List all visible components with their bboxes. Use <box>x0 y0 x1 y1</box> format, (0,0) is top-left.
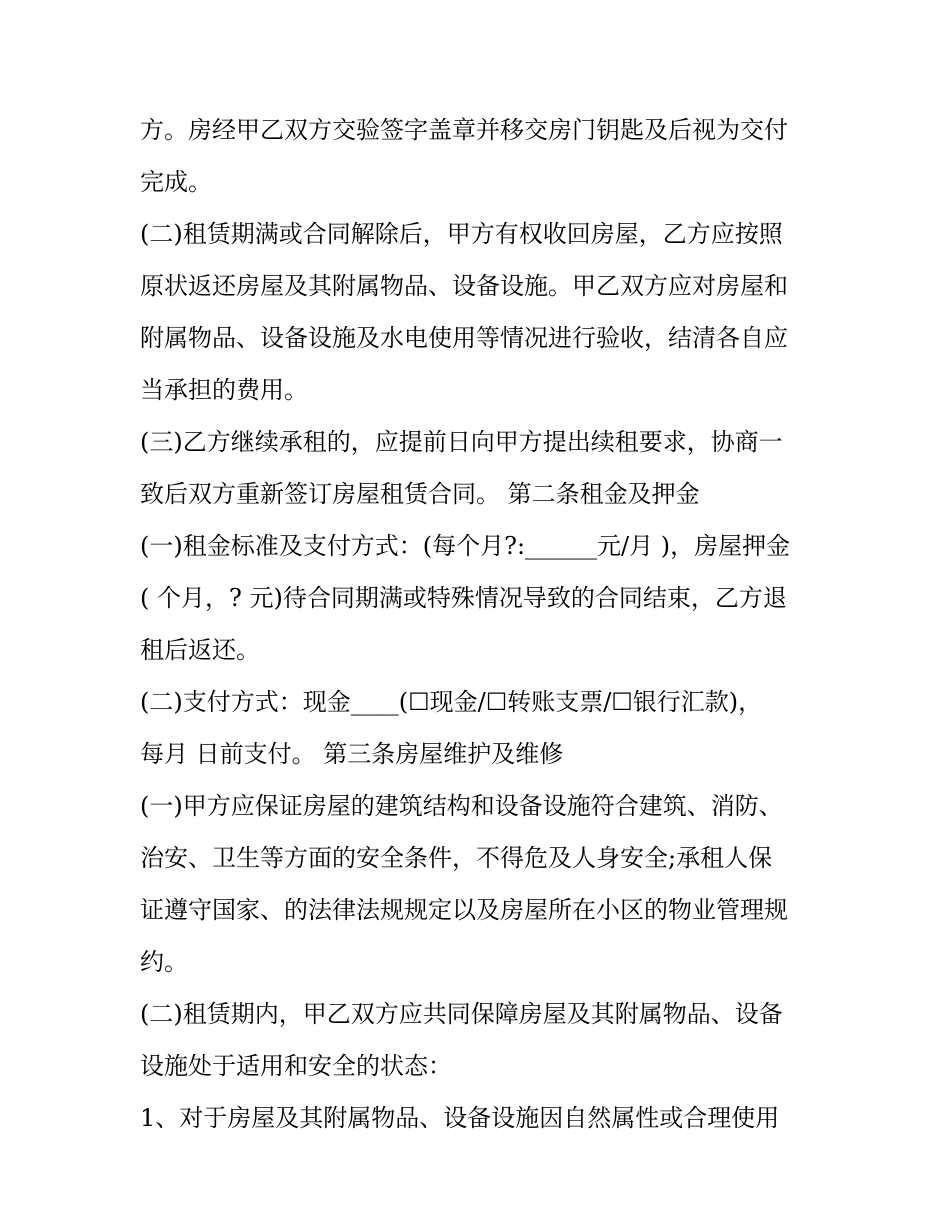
contract-text-body <box>140 104 840 1144</box>
text-line: 方。房经甲乙双方交验签字盖章并移交房门钥匙及后视为交付 <box>140 116 788 144</box>
text-line: 当承担的费用。 <box>140 376 308 404</box>
text-line: ( 个月，? 元)待合同期满或特殊情况导致的合同结束，乙方退 <box>140 584 787 612</box>
text-line: 致后双方重新签订房屋租赁合同。 第二条租金及押金 <box>140 480 700 508</box>
text-line: 证遵守国家、的法律法规规定以及房屋所在小区的物业管理规 <box>140 896 788 924</box>
text-line: 原状返还房屋及其附属物品、设备设施。甲乙双方应对房屋和 <box>140 272 788 300</box>
text-line: 附属物品、设备设施及水电使用等情况进行验收，结清各自应 <box>140 324 788 352</box>
text-line: (二)租赁期满或合同解除后，甲方有权收回房屋，乙方应按照 <box>140 220 783 248</box>
text-line: (二)租赁期内，甲乙双方应共同保障房屋及其附属物品、设备 <box>140 1000 783 1028</box>
text-line: 治安、卫生等方面的安全条件，不得危及人身安全;承租人保 <box>140 844 773 872</box>
text-line: 每月 日前支付。 第三条房屋维护及维修 <box>140 740 564 768</box>
text-line: (一)甲方应保证房屋的建筑结构和设备设施符合建筑、消防、 <box>140 792 783 820</box>
text-line: 约。 <box>140 948 188 976</box>
text-line: (一)租金标准及支付方式：(每个月?:______元/月 )，房屋押金 <box>140 532 791 560</box>
text-line: 完成。 <box>140 168 212 196</box>
text-line: (三)乙方继续承租的，应提前日向甲方提出续租要求，协商一 <box>140 428 783 456</box>
text-line: (二)支付方式：现金____(☐现金/☐转账支票/☐银行汇款)， <box>140 688 763 716</box>
text-line: 1、对于房屋及其附属物品、设备设施因自然属性或合理使用 <box>140 1104 780 1132</box>
text-line: 设施处于适用和安全的状态： <box>140 1052 452 1080</box>
text-line: 租后返还。 <box>140 636 260 664</box>
